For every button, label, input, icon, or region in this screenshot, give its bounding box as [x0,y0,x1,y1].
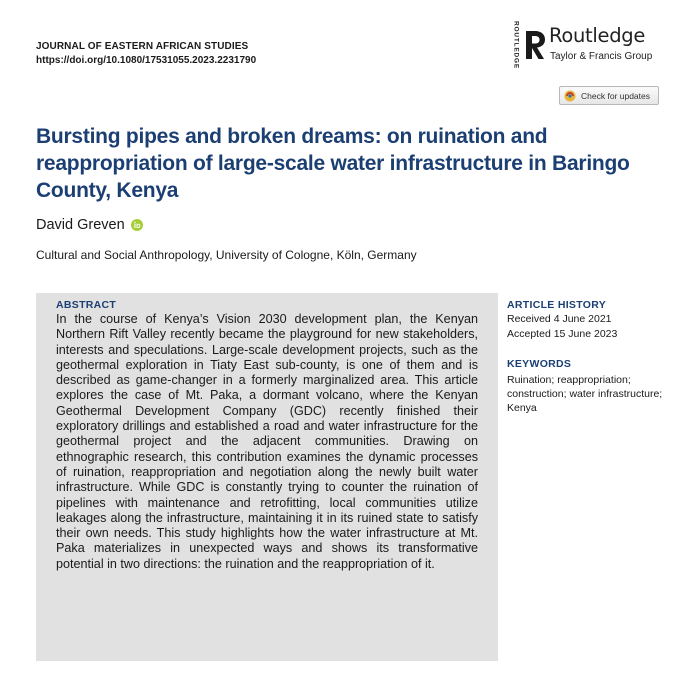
received-date: Received 4 June 2021 [507,313,612,325]
journal-name: JOURNAL OF EASTERN AFRICAN STUDIES [36,41,249,52]
publisher-name: Routledge [549,24,646,47]
accepted-date: Accepted 15 June 2023 [507,328,618,340]
abstract-text: In the course of Kenya’s Vision 2030 development plan, the Kenyan Northern Rift Valley recently became the playground for new stakeholders, interests and speculations. Large-scale development projects, such as the geothermal exploration in Tiaty East sub-county, is one of them and is described as game-changer in a formerly marginalized area. This article explores the case of Mt. Paka, a dormant volcano, where the Kenyan Geothermal Development Company (GDC) recently finished their exploratory drillings and established a road and water infrastructure for the geothermal project and the adjacent communities. Drawing on ethnographic research, this contribution examines the dynamic processes of ruination, reappropriation and negotiation along the newly built water infrastructure. While GDC is constantly trying to counter the ruination of pipelines with maintenance and retrofitting, local communities utilize leakages along the infrastructure, maintaining it in its ruined state to satisfy their own needs. This study highlights how the water infrastructure at Mt. Paka materializes in unexpected ways and shows its transformative potential in two directions: the ruination and the reappropriation of it. [56,312,478,571]
keywords-heading: KEYWORDS [507,358,572,370]
check-for-updates-icon [564,90,576,102]
author-line [36,216,143,234]
keywords-list: Ruination; reappropriation; construction; water infrastructure; Kenya [507,374,663,414]
author-affiliation: Cultural and Social Anthropology, University of Cologne, Köln, Germany [36,248,417,262]
check-for-updates-button[interactable] [559,86,659,105]
routledge-logo [511,22,671,68]
logo-vertical-text: ROUTLEDGE [512,20,520,70]
article-history-heading: ARTICLE HISTORY [507,299,607,311]
abstract-box [36,293,498,661]
orcid-icon[interactable] [131,219,143,231]
abstract-heading: ABSTRACT [56,299,117,311]
author-name[interactable]: David Greven [36,217,125,233]
article-title: Bursting pipes and broken dreams: on ruination and reappropriation of large-scale water infrastructure in Baringo County, Kenya [36,125,630,202]
doi-link[interactable]: https://doi.org/10.1080/17531055.2023.2231790 [36,55,257,66]
publisher-group: Taylor & Francis Group [550,51,653,62]
routledge-r-icon [524,28,548,62]
check-for-updates-label: Check for updates [581,90,650,101]
